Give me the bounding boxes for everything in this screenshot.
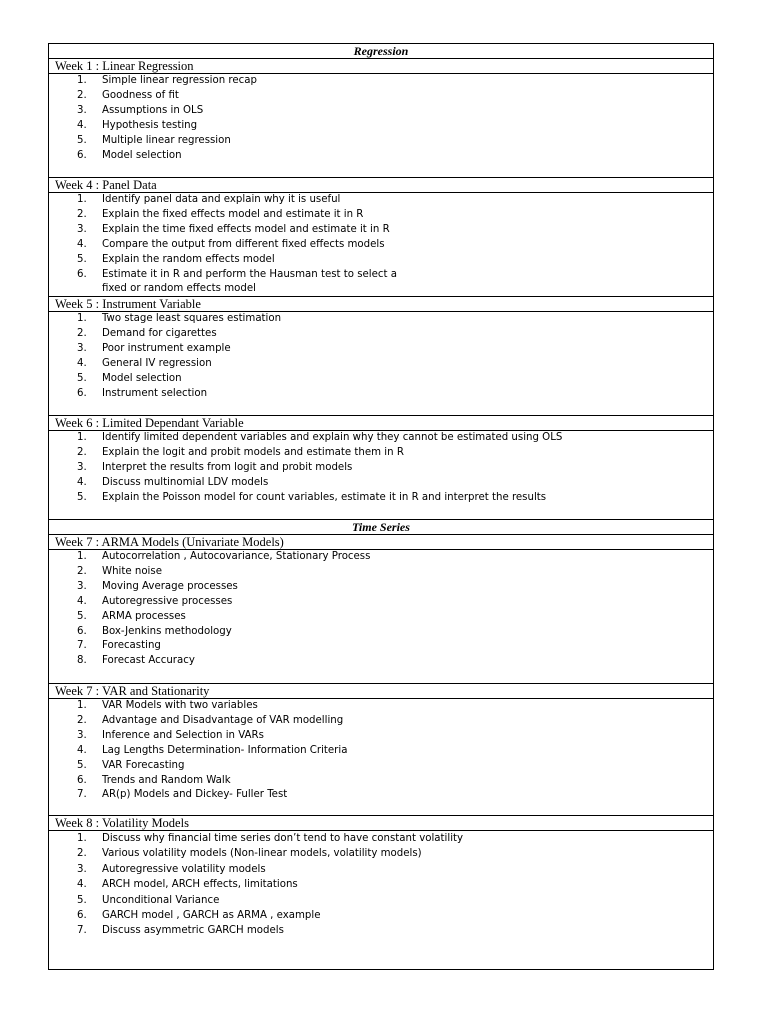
week-1-header: Week 1 : Linear Regression [49,59,713,74]
item-number: 3. [77,863,87,875]
item-number: 3. [77,223,87,235]
list-item [49,149,713,164]
item-text: Explain the logit and probit models and estimate them in R [102,446,404,458]
list-item [49,893,713,908]
item-number: 4. [77,595,87,607]
item-text: Explain the Poisson model for count variables, estimate it in R and interpret the results [102,491,547,503]
item-number: 3. [77,461,87,473]
item-text: Instrument selection [102,387,208,399]
item-text: Assumptions in OLS [102,104,204,116]
item-text: Various volatility models (Non-linear models, volatility models) [102,848,422,860]
item-number: 5. [77,610,87,622]
list-item [49,461,713,476]
item-text: Two stage least squares estimation [102,313,282,324]
item-text: Estimate it in R and perform the Hausman test to select a [102,268,397,280]
item-text: Hypothesis testing [102,119,198,131]
item-number: 2. [77,565,87,577]
week-4-topics [49,193,713,297]
item-text: Model selection [102,149,182,161]
item-text: Discuss why financial time series don’t tend to have constant volatility [102,833,464,844]
week-8-topic-list [49,831,713,939]
item-text: Explain the random effects model [102,253,275,265]
list-item [49,908,713,923]
list-item [49,774,713,789]
item-number: 2. [77,89,87,101]
week-5-header: Week 5 : Instrument Variable [49,297,713,312]
item-number: 3. [77,342,87,354]
list-item [49,89,713,104]
item-text: Goodness of fit [102,89,179,101]
item-text: Trends and Random Walk [102,774,231,786]
item-number: 7. [77,789,87,801]
item-number: 3. [77,580,87,592]
item-text: Discuss asymmetric GARCH models [102,925,284,937]
list-item [49,625,713,640]
item-text: Forecast Accuracy [102,655,195,667]
item-text: Advantage and Disadvantage of VAR modelling [102,714,344,726]
item-text: Autoregressive processes [102,595,233,607]
list-item [49,699,713,714]
item-number: 1. [77,313,87,324]
item-text: ARMA processes [102,610,186,622]
item-number: 4. [77,238,87,250]
list-item [49,223,713,238]
list-item [49,846,713,861]
list-item [49,654,713,669]
list-item [49,862,713,877]
item-number: 3. [77,729,87,741]
list-item [49,372,713,387]
item-text: Forecasting [102,640,161,652]
item-text: ARCH model, ARCH effects, limitations [102,879,298,891]
item-number: 6. [77,149,87,161]
list-item [49,788,713,803]
week-8-topics [49,831,713,969]
item-text: Demand for cigarettes [102,327,217,339]
item-number: 5. [77,372,87,384]
item-text: Interpret the results from logit and probit models [102,461,353,473]
item-text: Moving Average processes [102,580,238,592]
item-number: 2. [77,446,87,458]
list-item [49,238,713,253]
item-continuation: fixed or random effects model [102,283,256,295]
item-text: Lag Lengths Determination- Information Criteria [102,744,348,756]
week-7-arma-topic-list [49,550,713,669]
item-number: 1. [77,194,87,205]
item-number: 4. [77,357,87,369]
item-number: 7. [77,640,87,652]
list-item [49,431,713,446]
item-text: Box-Jenkins methodology [102,625,232,637]
item-number: 7. [77,925,87,937]
item-number: 2. [77,848,87,860]
item-number: 4. [77,119,87,131]
item-number: 6. [77,774,87,786]
list-item [49,476,713,491]
item-text: White noise [102,565,162,577]
week-1-topic-list [49,74,713,163]
item-number: 5. [77,491,87,503]
list-item [49,877,713,892]
week-6-topics [49,431,713,520]
week-6-topic-list [49,431,713,506]
section-header-regression: Regression [49,44,713,59]
list-item [49,565,713,580]
item-number: 5. [77,894,87,906]
list-item [49,714,713,729]
section-header-time-series: Time Series [49,520,713,535]
item-text: Explain the fixed effects model and estimate it in R [102,208,364,220]
item-number: 8. [77,655,87,667]
item-number: 6. [77,625,87,637]
item-number: 2. [77,327,87,339]
item-number: 5. [77,759,87,771]
item-text: Poor instrument example [102,342,231,354]
item-number: 1. [77,75,87,86]
list-item [49,74,713,89]
list-item [49,357,713,372]
list-item [49,580,713,595]
item-text: Discuss multinomial LDV models [102,476,269,488]
item-text: Autocorrelation , Autocovariance, Stationary Process [102,551,371,562]
list-item [49,923,713,938]
list-item [49,610,713,625]
item-text: Inference and Selection in VARs [102,729,264,741]
list-item [49,193,713,208]
item-number: 5. [77,253,87,265]
item-number: 4. [77,744,87,756]
list-item [49,134,713,149]
item-text: Multiple linear regression [102,134,231,146]
list-item [49,312,713,327]
week-7-var-topics [49,699,713,816]
syllabus-table [48,43,714,970]
list-item [49,253,713,268]
item-number: 1. [77,432,87,443]
item-number: 6. [77,910,87,922]
item-number: 3. [77,104,87,116]
list-item [49,119,713,134]
list-item [49,387,713,402]
list-item [49,342,713,357]
week-7-var-header: Week 7 : VAR and Stationarity [49,684,713,699]
list-item [49,327,713,342]
list-item [49,595,713,610]
item-number: 6. [77,268,87,280]
item-text: Identify limited dependent variables and explain why they cannot be estimated using OLS [102,432,563,443]
item-number: 2. [77,714,87,726]
week-7-arma-header: Week 7 : ARMA Models (Univariate Models) [49,535,713,550]
item-number: 4. [77,476,87,488]
week-7-var-topic-list [49,699,713,803]
list-item [49,446,713,461]
item-text: Explain the time fixed effects model and estimate it in R [102,223,390,235]
item-text: Simple linear regression recap [102,75,257,86]
item-number: 5. [77,134,87,146]
item-number: 2. [77,208,87,220]
week-1-topics [49,74,713,178]
week-7-arma-topics [49,550,713,684]
item-text: Model selection [102,372,182,384]
list-item [49,208,713,223]
list-item [49,268,713,283]
week-5-topics [49,312,713,416]
list-item [49,759,713,774]
item-number: 4. [77,879,87,891]
item-text: VAR Models with two variables [102,700,258,711]
list-item [49,831,713,846]
item-text: Identify panel data and explain why it is useful [102,194,341,205]
list-item [49,639,713,654]
list-item [49,550,713,565]
week-4-topic-list [49,193,713,282]
item-text: Autoregressive volatility models [102,863,266,875]
week-6-header: Week 6 : Limited Dependant Variable [49,416,713,431]
item-number: 1. [77,700,87,711]
list-item [49,729,713,744]
list-item [49,744,713,759]
item-text: AR(p) Models and Dickey- Fuller Test [102,789,288,801]
item-text: General IV regression [102,357,212,369]
week-5-topic-list [49,312,713,401]
item-text: Unconditional Variance [102,894,220,906]
item-number: 1. [77,551,87,562]
item-number: 1. [77,833,87,844]
list-item [49,491,713,506]
week-4-header: Week 4 : Panel Data [49,178,713,193]
item-text: VAR Forecasting [102,759,185,771]
item-text: GARCH model , GARCH as ARMA , example [102,910,321,922]
week-8-header: Week 8 : Volatility Models [49,816,713,831]
item-number: 6. [77,387,87,399]
list-item [49,104,713,119]
item-text: Compare the output from different fixed effects models [102,238,385,250]
